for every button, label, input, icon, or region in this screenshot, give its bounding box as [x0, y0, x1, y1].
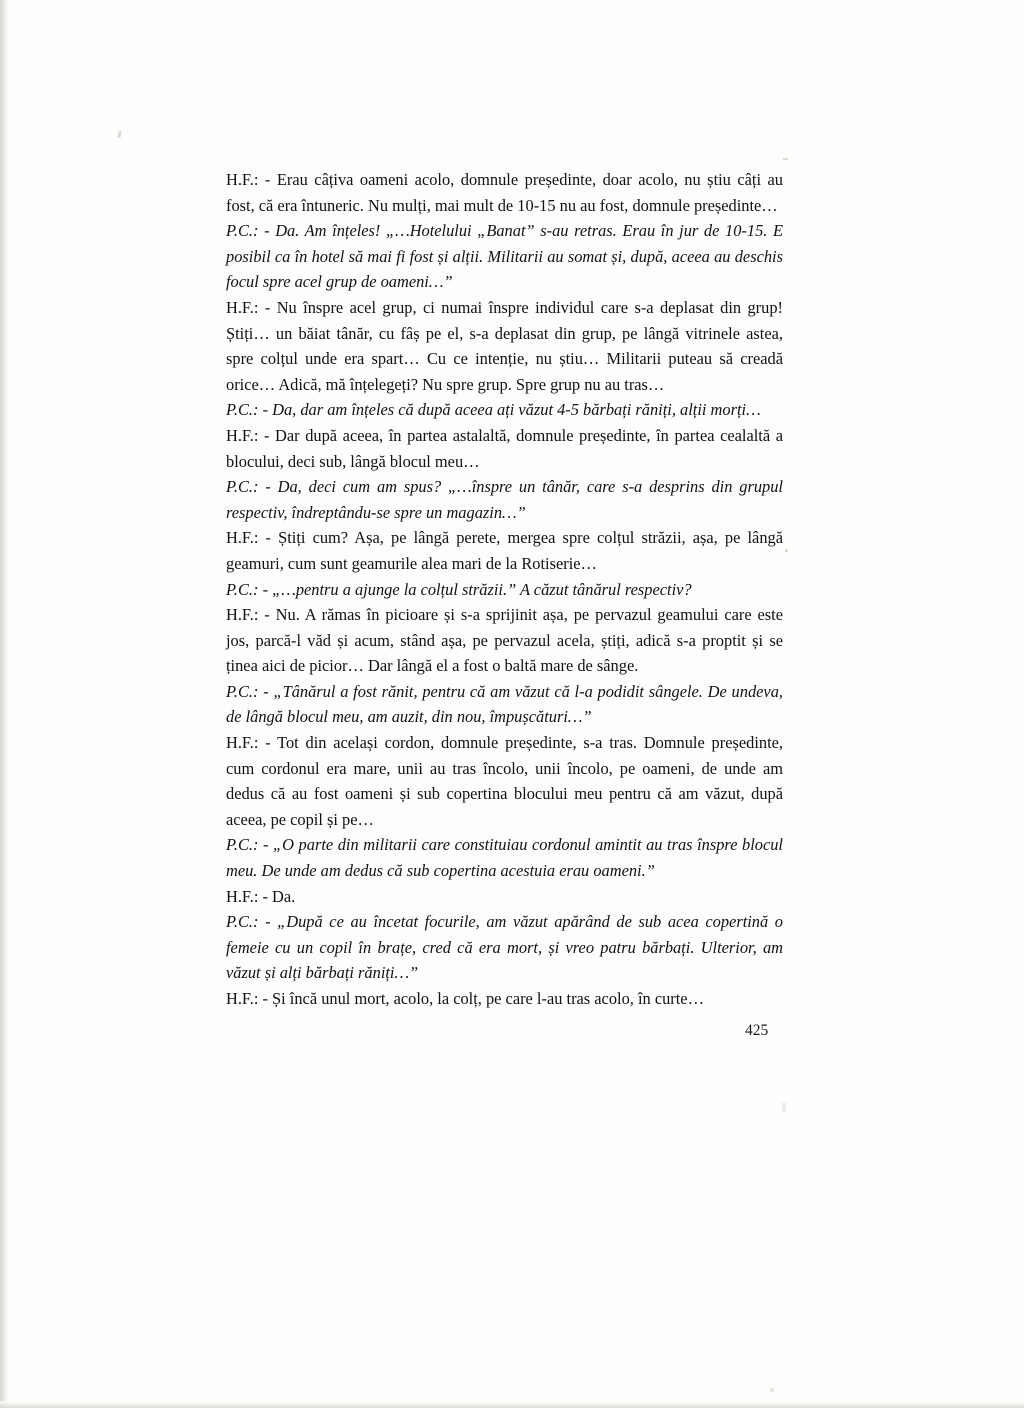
transcript-paragraph: P.C.: - „O parte din militarii care constituiau cordonul amintit au tras înspre blocul meu. De unde am dedus că sub copertina acestuia erau oameni.”: [226, 835, 783, 881]
scan-speck: [117, 131, 121, 138]
document-body: [226, 167, 783, 1012]
transcript-paragraph: H.F.: - Nu. A rămas în picioare și s-a sprijinit așa, pe pervazul geamului care este jos, parcă-l văd și acum, stând așa, pe pervazul acela, știți, adică s-a proptit și se ținea aici de picior… Dar lângă el a fost o baltă mare de sânge.: [226, 605, 783, 676]
transcript-paragraph: P.C.: - „După ce au încetat focurile, am văzut apărând de sub acea copertină o femeie cu un copil în brațe, cred că era mort, și vreo patru bărbați. Ulterior, am văzut și alți bărbați răniți…”: [226, 912, 783, 983]
transcript-paragraph: P.C.: - „Tânărul a fost rănit, pentru că am văzut că l-a podidit sângele. De undeva, de lângă blocul meu, am auzit, din nou, împușcături…”: [226, 681, 783, 727]
scan-speck: [785, 549, 788, 552]
page-left-edge-shadow: [0, 0, 9, 1408]
transcript-paragraph: H.F.: - Nu înspre acel grup, ci numai înspre individul care s-a deplasat din grup! Știți… un băiat tânăr, cu fâș pe el, s-a deplasat din grup, pe lângă vitrinele astea, spre colțul unde era spart… Cu ce intenție, nu știu… Militarii puteau să creadă orice… Adică, mă înțelegeți? Nu spre grup. Spre grup nu au tras…: [226, 297, 783, 394]
transcript-paragraph: H.F.: - Dar după aceea, în partea astalaltă, domnule președinte, în partea cealaltă a blocului, deci sub, lângă blocul meu…: [226, 425, 783, 471]
transcript-paragraph: P.C.: - „…pentru a ajunge la colțul străzii.” A căzut tânărul respectiv?: [226, 579, 692, 599]
transcript-paragraph: P.C.: - Da. Am înțeles! „…Hotelului „Banat” s-au retras. Erau în jur de 10-15. E posibil ca în hotel să mai fi fost și alții. Militarii au somat și, după, aceea au deschis focul spre acel grup de oameni…”: [226, 221, 783, 292]
transcript-paragraph: H.F.: - Tot din același cordon, domnule președinte, s-a tras. Domnule președinte, cum cordonul era mare, unii au tras încolo, unii încolo, pe oameni, de unde am dedus că au fost oameni și sub copertina blocului meu pentru că am văzut, după aceea, pe copil și pe…: [226, 733, 783, 829]
page-bottom-edge-shadow: [0, 1401, 1024, 1408]
transcript-paragraph: H.F.: - Erau câțiva oameni acolo, domnule președinte, doar acolo, nu știu câți au fost, că era întuneric. Nu mulți, mai mult de 10-15 nu au fost, domnule președinte…: [226, 170, 783, 215]
page-number: 425: [745, 1022, 769, 1039]
scan-speck: [783, 158, 788, 160]
scan-speck: [782, 1103, 786, 1112]
transcript-paragraph: H.F.: - Știți cum? Așa, pe lângă perete, mergea spre colțul străzii, așa, pe lângă geamuri, cum sunt geamurile alea mari de la Rotiserie…: [226, 528, 783, 573]
transcript-paragraph: H.F.: - Da.: [226, 886, 296, 906]
transcript-paragraph: P.C.: - Da, deci cum am spus? „…înspre un tânăr, care s-a desprins din grupul respectiv, îndreptându-se spre un magazin…”: [226, 477, 783, 522]
transcript-paragraph: H.F.: - Și încă unul mort, acolo, la colț, pe care l-au tras acolo, în curte…: [226, 989, 704, 1008]
transcript-paragraph: P.C.: - Da, dar am înțeles că după aceea ați văzut 4-5 bărbați răniți, alții morți…: [226, 400, 761, 420]
scan-speck: [770, 1388, 774, 1392]
